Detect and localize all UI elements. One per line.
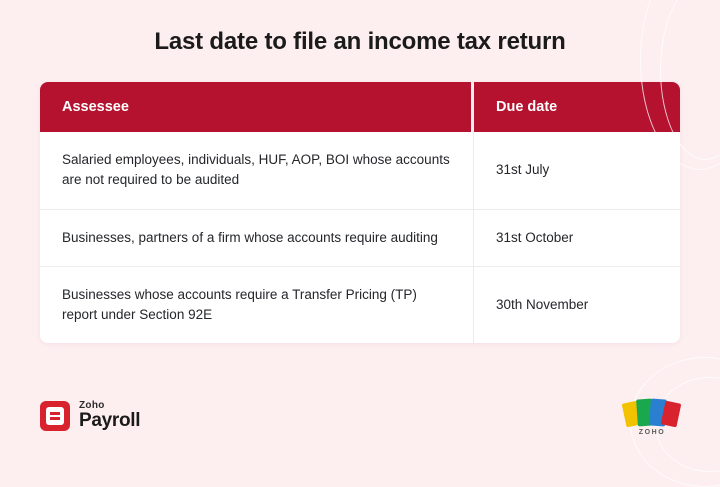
table-row [40, 132, 680, 210]
cell-assessee: Businesses, partners of a firm whose accounts require auditing [40, 210, 474, 267]
column-header-due-date: Due date [474, 82, 680, 132]
footer [0, 389, 720, 443]
table-row [40, 267, 680, 344]
zoho-payroll-logo [40, 401, 140, 431]
product-label: Payroll [79, 410, 141, 432]
page-title: Last date to file an income tax return [154, 28, 566, 55]
zoho-caption: ZOHO [638, 429, 666, 436]
column-header-assessee: Assessee [40, 82, 474, 132]
table-row [40, 210, 680, 267]
cell-due-date: 31st October [474, 210, 680, 267]
zoho-payroll-wordmark [79, 401, 140, 431]
cell-due-date: 31st July [474, 132, 680, 210]
zoho-books-stack-icon [624, 396, 680, 426]
cell-assessee: Salaried employees, individuals, HUF, AOP, BOI whose accounts are not required to be audited [40, 132, 474, 210]
tax-due-dates-table [40, 82, 680, 343]
cell-due-date: 30th November [474, 267, 680, 344]
zoho-corner-logo [624, 396, 680, 436]
brand-label: Zoho [79, 399, 105, 411]
book-icon [661, 401, 682, 428]
zoho-payroll-icon [40, 401, 70, 431]
cell-assessee: Businesses whose accounts require a Transfer Pricing (TP) report under Section 92E [40, 267, 474, 344]
table-header-row [40, 82, 680, 132]
